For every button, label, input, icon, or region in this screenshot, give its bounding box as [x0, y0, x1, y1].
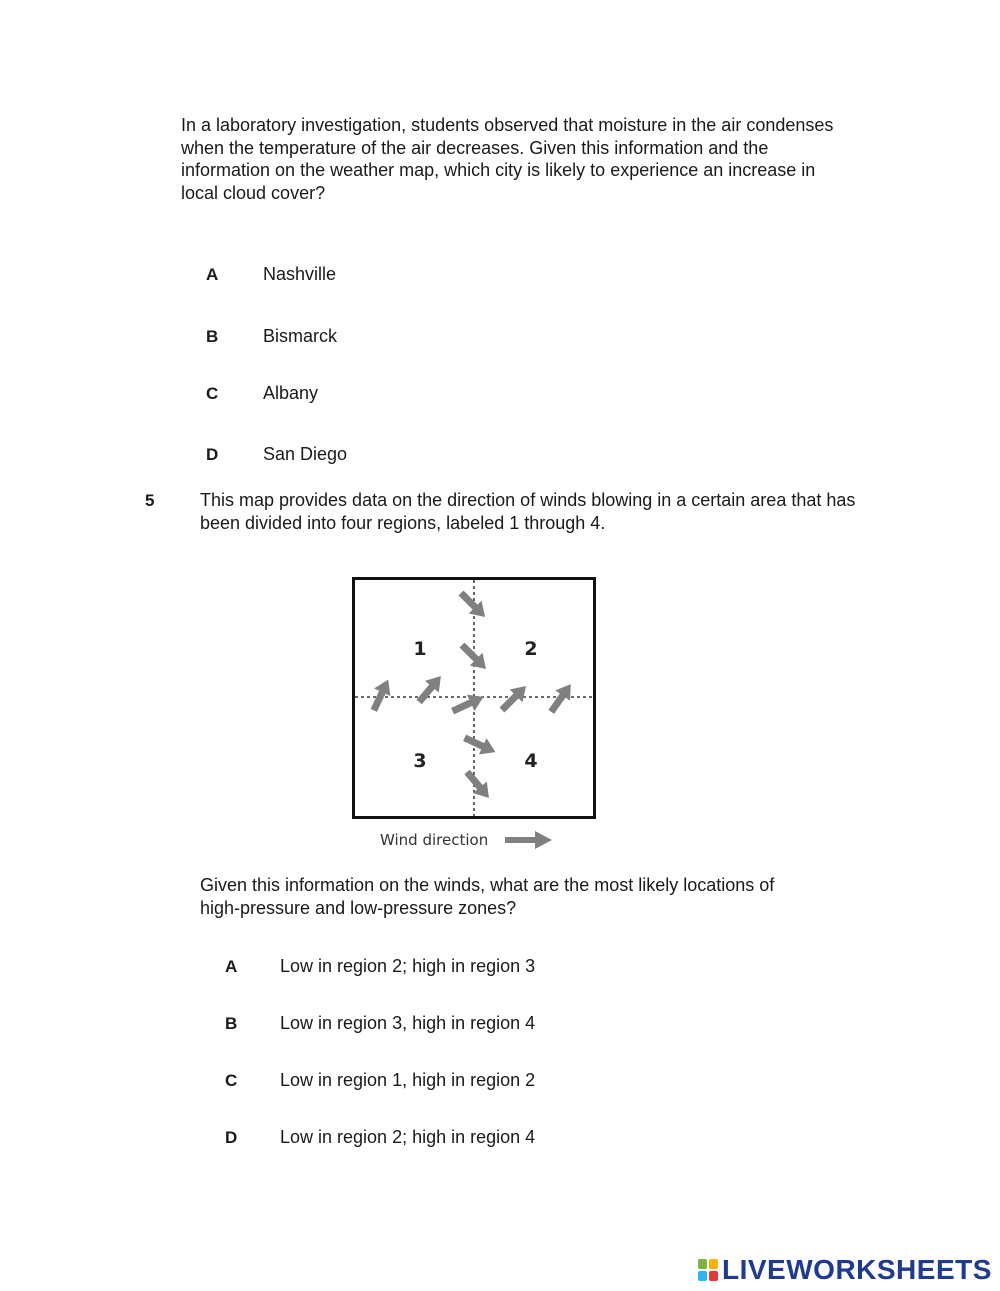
option-letter: D: [206, 445, 219, 464]
option-letter: C: [225, 1071, 238, 1090]
region-label-4: 4: [524, 750, 538, 772]
legend-label: Wind direction: [380, 831, 489, 849]
option-letter: B: [225, 1014, 238, 1033]
option-text: Albany: [263, 383, 319, 403]
option-letter: A: [225, 957, 238, 976]
q5-stem-line: been divided into four regions, labeled 1 through 4.: [200, 512, 606, 533]
option-text: Low in region 1, high in region 2: [280, 1070, 536, 1090]
legend-arrow-icon: [505, 830, 553, 850]
option-text: Nashville: [263, 264, 337, 284]
q5-question-line: high-pressure and low-pressure zones?: [200, 897, 517, 918]
option-text: Low in region 2; high in region 3: [280, 956, 536, 976]
option-letter: C: [206, 384, 219, 403]
q4-stem-line: In a laboratory investigation, students observed that moisture in the air condenses: [181, 115, 834, 135]
q5-question: [200, 874, 774, 919]
q4-stem-line: local cloud cover?: [181, 182, 326, 203]
option-letter: D: [225, 1128, 238, 1147]
region-label-1: 1: [413, 638, 427, 660]
q5-stem: [200, 489, 855, 534]
q5-question-line: Given this information on the winds, what are the most likely locations of: [200, 875, 775, 895]
liveworksheets-brand[interactable]: [697, 1253, 992, 1287]
option-letter: A: [206, 265, 219, 284]
region-label-2: 2: [524, 638, 538, 660]
option-letter: B: [206, 327, 219, 346]
q4-stem-line: information on the weather map, which city is likely to experience an increase in: [181, 160, 816, 180]
brand-text: LIVEWORKSHEETS: [722, 1254, 992, 1285]
liveworksheets-logo-icon: [697, 1258, 719, 1282]
q5-number: 5: [145, 491, 155, 510]
option-text: Low in region 2; high in region 4: [280, 1127, 536, 1147]
option-text: Bismarck: [263, 326, 338, 346]
option-text: San Diego: [263, 444, 348, 464]
q4-stem: [181, 114, 833, 204]
q5-stem-line: This map provides data on the direction of winds blowing in a certain area that has: [200, 490, 856, 510]
q4-stem-line: when the temperature of the air decreases. Given this information and the: [181, 137, 769, 158]
wind-map: [352, 577, 596, 819]
region-label-3: 3: [413, 750, 427, 772]
legend-arrow-shape: [505, 831, 552, 849]
option-text: Low in region 3, high in region 4: [280, 1013, 536, 1033]
